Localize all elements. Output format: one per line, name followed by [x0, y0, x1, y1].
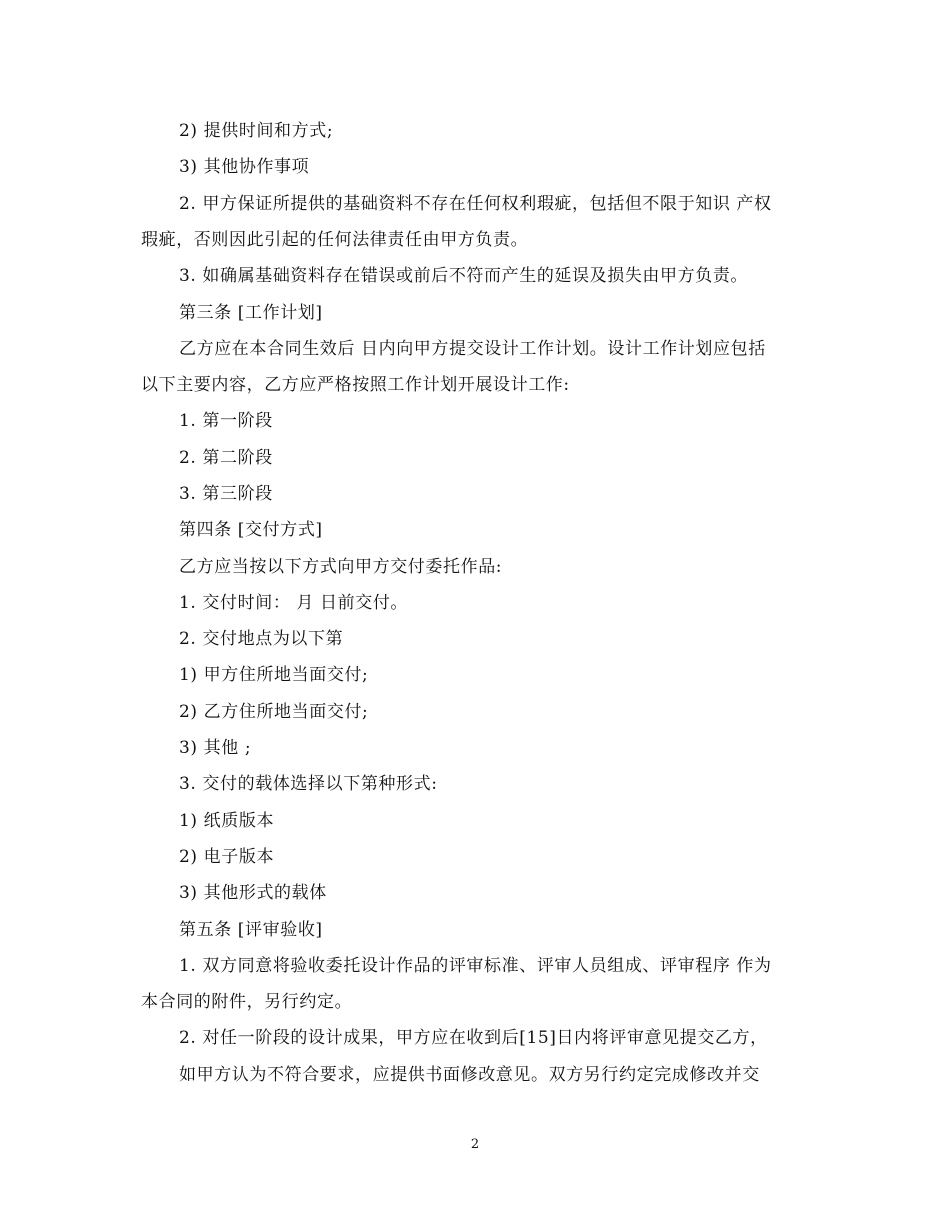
text-line: 本合同的附件，另行约定。 [141, 992, 353, 1012]
list-item: 1. 交付时间： 月 日前交付。 [179, 593, 409, 613]
list-item: 3) 其他形式的载体 [179, 883, 327, 903]
text-line: 1. 双方同意将验收委托设计作品的评审标准、评审人员组成、评审程序 作为 [179, 956, 772, 976]
list-item: 2. 交付地点为以下第 [179, 629, 344, 649]
section-heading: 第三条 [工作计划] [179, 303, 323, 323]
text-line: 2. 甲方保证所提供的基础资料不存在任何权利瑕疵，包括但不限于知识 产权 [179, 194, 772, 214]
text-line: 2) 提供时间和方式; [179, 121, 334, 141]
text-line: 2. 对任一阶段的设计成果，甲方应在收到后[15]日内将评审意见提交乙方， [179, 1028, 768, 1048]
text-line: 如甲方认为不符合要求，应提供书面修改意见。双方另行约定完成修改并交 [179, 1065, 760, 1085]
list-item: 3) 其他 ; [179, 738, 252, 758]
list-item: 2) 电子版本 [179, 847, 275, 867]
list-item: 2) 乙方住所地当面交付; [179, 702, 369, 722]
text-line: 3. 如确属基础资料存在错误或前后不符而产生的延误及损失由甲方负责。 [179, 266, 749, 286]
text-line: 以下主要内容，乙方应严格按照工作计划开展设计工作: [141, 375, 570, 395]
text-line: 瑕疵，否则因此引起的任何法律责任由甲方负责。 [141, 230, 529, 250]
list-item: 3. 第三阶段 [179, 484, 273, 504]
list-item: 1) 纸质版本 [179, 811, 275, 831]
list-item: 1) 甲方住所地当面交付; [179, 665, 369, 685]
text-line: 乙方应在本合同生效后 日内向甲方提交设计工作计划。设计工作计划应包括 [179, 339, 766, 359]
section-heading: 第五条 [评审验收] [179, 920, 323, 940]
text-line: 乙方应当按以下方式向甲方交付委托作品: [179, 557, 503, 577]
list-item: 2. 第二阶段 [179, 448, 273, 468]
list-item: 1. 第一阶段 [179, 411, 273, 431]
section-heading: 第四条 [交付方式] [179, 520, 323, 540]
text-line: 3) 其他协作事项 [179, 157, 310, 177]
list-item: 3. 交付的载体选择以下第种形式: [179, 774, 438, 794]
page-number: 2 [470, 1137, 480, 1152]
